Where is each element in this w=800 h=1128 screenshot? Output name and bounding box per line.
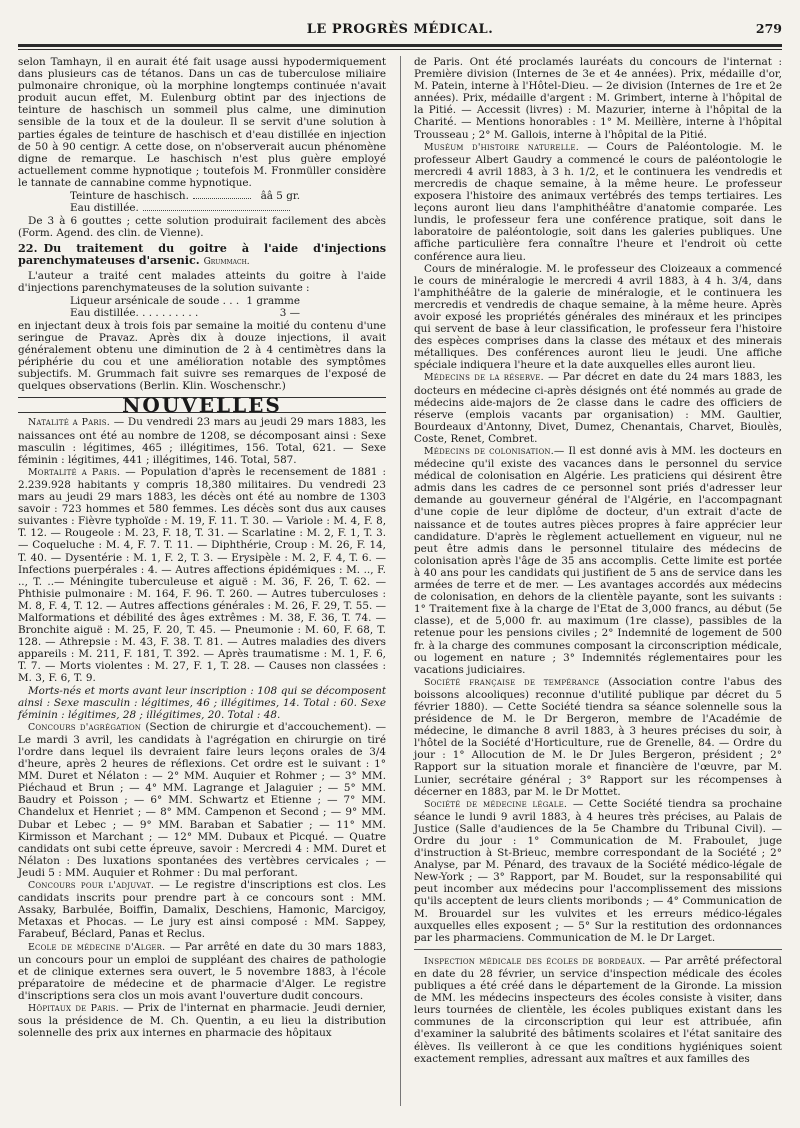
formula-line: Eau distillée. . . . . . . . . . — [70, 306, 199, 319]
news-heading: Hôpitaux de Paris. — [28, 1002, 119, 1014]
news-text: — Population d'après le recensement de 1881 : 2.239.928 habitants y compris 18,380 militaires. Du vendredi 23 mars au jeudi 29 mars 1883, les décès ont été au nombre de 1303 savoir : 723 hommes et 580 femmes. Les décès sont dus aux causes suivantes : Fièvre typhoïde : M. 19, F. 11. T. 30. — Variole : M. 4, F. 8, T. 12. — Rougeole : M. 23, F. 18, T. 31. — Scarlatine : M. 2, F. 1, T. 3. — Coqueluche : M. 4, F. 7. T. 11. — Diphthérie, Croup : M. 26, F. 14, T. 40. — Dysentérie : M. 1, F. 2, T. 3. — Erysipèle : M. 2, F. 4, T. 6. — Infections puerpérales : 4. — Autres affections épidémiques : M. .., F. .., T. ..— Méningite tuberculeuse et aiguë : M. 36, F. 26, T. 62. — Phthisie pulmonaire : M. 164, F. 96. T. 260. — Autres tuberculoses : M. 8, F. 4, T. 12. — Autres affections générales : M. 26, F. 29, T. 55. — Malformations et débilité des âges extrêmes : M. 38, F. 36, T. 74. — Bronchite aiguë : M. 25, F. 20, T. 45. — Pneumonie : M. 60, F. 68, T. 128. — Athrepsie : M. 43, F. 38. T. 81. — Autres maladies des divers appareils : M. 211, F. 181, T. 392. — Après traumatisme : M. 1, F. 6, T. 7. — Morts violentes : M. 27, F. 1, T. 28. — Causes non classées : M. 3, F. 6, T. 9. — [18, 465, 386, 685]
left-column — [18, 56, 386, 1039]
news-text: — Cette Société tiendra sa prochaine séance le lundi 9 avril 1883, à 4 heures très précises, au Palais de Justice (Salle d'audiences de la 5e Chambre du Tribunal Civil). — Ordre du jour : 1° Communication de M. Fraboulet, juge d'instruction à St-Brieuc, membre correspondant de la Société ; 2° Analyse, par M. Pénard, des travaux de la Société médico-légale de New-York ; — 3° Rapport, par M. Boudet, sur la responsabilité qui peut incomber aux médecins pour l'accomplissement des missions qu'ils acceptent de leurs clients moribonds ; — 4° Communication de M. Brouardel sur les vulvites et les erreurs médico-légales auxquelles elles exposent ; — 5° Sur la restitution des ordonnances par les pharmaciens. Communication de M. le Dr Larget. — [414, 797, 782, 944]
news-text: — Le registre d'inscriptions est clos. Les candidats inscrits pour prendre part à ce concours sont : MM. Assaky, Barbulée, Boiffin, Damalix, Deschiens, Hamonic, Marcigoy, Metaxas et Phocas. — Le jury est ainsi composé : MM. Sappey, Farabeuf, Béclard, Panas et Reclus. — [18, 879, 386, 941]
news-text: — Par arrêté préfectoral en date du 28 février, un service d'inspection médicale des écoles publiques a été créé dans le département de la Gironde. La mission de MM. les médecins inspecteurs des écoles consiste à visiter, dans leurs tournées de clientèle, les écoles publiques existant dans les communes de la circonscription qui leur est attribuée, afin d'examiner la salubrité des bâtiments scolaires et l'état sanitaire des élèves. Ils veilleront à ce que les conditions hygiéniques soient exactement remplies, adressant aux maîtres et aux familles des — [414, 954, 783, 1065]
news-heading: Concours pour l'adjuvat. — [28, 880, 155, 892]
right-column — [414, 56, 782, 1065]
paragraph: de Paris. Ont été proclamés lauréats du concours de l'internat : Première division (Internes de 3e et 4e années). Prix, médaille d'or, M. Patein, interne à l'Hôtel-Dieu. — 2e division (Internes de 1re et 2e années). Prix, médaille d'argent : M. Grimbert, interne à l'hôpital de la Pitié. — Accessit (livres) : M. Mazurier, interne à l'hôpital de la Charité. — Mentions honorables : 1° M. Meillère, interne à l'hôpital Trousseau ; 2° M. Gallois, interne à l'hôpital de la Pitié. — [414, 56, 782, 141]
header-rule-thick — [18, 44, 782, 47]
prescription-formula — [70, 295, 386, 319]
news-heading: Inspection médicale des écoles de bordeaux. — [424, 955, 646, 967]
news-text: (Section de chirurgie et d'accouchement). — Le mardi 3 avril, les candidats à l'agrégation en chirurgie on tiré l'ordre dans lequel ils devraient faire leurs leçons orales de 3/4 d'heure, après 2 heures de réflexions. Cet ordre est le suivant : 1° MM. Duret et Nélaton : — 2° MM. Auquier et Rohmer ; — 3° MM. Piéchaud et Brun ; — 4° MM. Lagrange et Jalaguier ; — 5° MM. Baudry et Poisson ; — 6° MM. Schwartz et Etienne ; — 7° MM. Chandelux et Henriet ; — 8° MM. Campenon et Second ; — 9° MM. Dubar et Lebec ; — 9° MM. Baraban et Sabatier ; — 11° MM. Kirmisson et Marchant ; — 12° MM. Dubaux et Picqué. — Quatre candidats ont subi cette épreuve, savoir : Mercredi 4 : MM. Duret et Nélaton : Des luxations spontanées des vertèbres cervicales ; — Jeudi 5 : MM. Auquier et Rohmer : Du mal perforant. — [18, 720, 386, 879]
column-divider — [400, 56, 401, 1106]
section-number: 22. — [18, 241, 38, 256]
news-heading: Médecins de colonisation. — [424, 446, 554, 457]
news-heading: Natalité a Paris. — [28, 417, 110, 429]
page-number: 279 — [755, 21, 782, 36]
news-text: — Du vendredi 23 mars au jeudi 29 mars 1883, les naissances ont été au nombre de 1208, se décomposant ainsi : Sexe masculin : légitimes, 465 ; illégitimes, 156. Total, 621. — Sexe féminin : légitimes, 441 ; illégitimes, 146. Total, 587. — [18, 416, 386, 466]
news-text: — Par arrêté en date du 30 mars 1883, un concours pour un emploi de suppléant des chaires de pathologie et de clinique externes sera ouvert, le 5 novembre 1883, à l'école préparatoire de médecine et de pharmacie d'Alger. Le registre d'inscriptions sera clos un mois avant l'ouverture dudit concours. — [18, 940, 386, 1002]
paragraph: L'auteur a traité cent malades atteints du goitre à l'aide d'injections parenchymateuses de la solution suivante : — [18, 269, 386, 294]
paragraph: selon Tamhayn, il en aurait été fait usage aussi hypodermiquement dans plusieurs cas de tétanos. Dans un cas de tuberculose miliaire pulmonaire chronique, où la morphine longtemps continuée n'avait produit aucun effet, M. Eulenburg obtint par des injections de teinture de haschisch un sommeil plus calme, une diminution sensible de la toux et de la douleur. Il se servit d'une solution à parties égales de teinture de haschisch et d'eau distillée en injection de 50 à 90 centigr. A cette dose, on n'observerait aucun phénomène digne de remarque. Le haschisch n'est plus guère employé actuellement comme hypnotique ; toutefois M. Fronmüller considère le tannate de cannabine comme hypnotique. — [18, 56, 386, 189]
news-text: (Association contre l'abus des boissons alcooliques) reconnue d'utilité publique par décret du 5 février 1880). — Cette Société tiendra sa séance solennelle sous la présidence de M. le Dr Bergeron, membre de l'Académie de médecine, le dimanche 8 avril 1883, à 3 heures précises du soir, à l'hôtel de la Société d'Horticulture, rue de Grenelle, 84. — Ordre du jour : 1° Allocution de M. le Dr Jules Bergeron, président ; 2° Rapport sur la situation morale et financière de l'œuvre, par M. Lunier, secrétaire général ; 3° Rapport sur les récompenses à décerner en 1883, par M. le Dr Mottet. — [414, 675, 782, 798]
section-author: Grummach. — [203, 257, 250, 268]
header-rule-thin — [18, 49, 782, 50]
news-heading: Médecins de la réserve. — [424, 372, 544, 384]
prescription-formula — [70, 190, 386, 214]
news-heading: Muséum d'histoire naturelle. — [424, 141, 579, 153]
formula-line: Liqueur arsénicale de soude . . . — [70, 294, 240, 307]
news-text: — Prix de l'internat en pharmacie. Jeudi dernier, sous la présidence de M. Ch. Quentin, a eu lieu la distribution solennelle des prix aux internes en pharmacie des hôpitaux — [18, 1001, 386, 1040]
formula-quantity: 3 — — [279, 306, 300, 319]
paragraph: De 3 à 6 gouttes ; cette solution produirait facilement des abcès (Form. Agend. des clin. de Vienne). — [18, 215, 386, 240]
journal-title: LE PROGRÈS MÉDICAL. — [306, 22, 494, 37]
news-heading: Société française de tempérance — [424, 676, 600, 688]
paragraph: en injectant deux à trois fois par semaine la moitié du contenu d'une seringue de Pravaz. Après dix à douze injections, il avait généralement obtenu une diminution de 2 à 4 centimètres dans la périphérie du cou et une amélioration notable des symptômes subjectifs. M. Grummach fait suivre ses remarques de l'exposé de quelques observations (Berlin. Klin. Woschenschr.) — [18, 319, 386, 393]
news-text: — Par décret en date du 24 mars 1883, les docteurs en médecine ci-après désignés ont été nommés au grade de médecins aide-majors de 2e classe dans le cadre des officiers de réserve (emplois vacants par organisation) : MM. Gaultier, Bourdeaux d'Antonny, Divet, Dumez, Chenantais, Charvet, Bioulès, Coste, Renet, Combret. — [414, 371, 783, 445]
section-title: Du traitement du goitre à l'aide d'injections parenchymateuses d'arsenic. — [18, 241, 386, 268]
formula-quantity: 1 gramme — [246, 294, 300, 307]
paragraph: Cours de minéralogie. M. le professeur des Cloizeaux a commencé le cours de minéralogie le mercredi 4 avril 1883, à 4 h. 3/4, dans l'amphithéâtre de la galerie de minéralogie, et le continuera les mercredis et vendredis de chaque semaine, à la même heure. Après avoir exposé les propriétés générales des minéraux et les principes qui servent de base à leur classification, le professeur fera l'histoire des espèces comprises dans la classe des métaux et des minerais métalliques. Des conférences auront lieu le jeudi. Une affiche spéciale indiquera l'heure et la date auxquelles elles auront lieu. — [414, 262, 782, 372]
news-text: — Il est donné avis à MM. les docteurs en médecine qu'il existe des vacances dans le personnel du service médical de colonisation en Algérie. Les praticiens qui désirent être admis dans les cadres de ce personnel sont priés d'adresser leur demande au gouverneur général de l'Algérie, en l'accompagnant d'une copie de leur diplôme de docteur, d'un extrait d'acte de naissance et de toutes autres pièces propres à faire apprécier leur candidature. D'après le règlement actuellement en vigueur, nul ne peut être admis dans le personnel titulaire des médecins de colonisation après l'âge de 35 ans accomplis. Cette limite est portée à 40 ans pour les candidats qui justifient de 5 ans de service dans les armées de terre et de mer. — Les avantages accordés aux médecins de colonisation, en dehors de la clientèle payante, sont les suivants : 1° Traitement fixe à la charge de l'Etat de 3,000 francs, au début (5e classe), et de 5,000 fr. au maximum (1re classe), passibles de la retenue pour les pensions civiles ; 2° Indemnité de logement de 500 fr. à la charge des communes composant la circonscription médicale, ou logement en nature ; 3° Indemnités réglementaires pour les vacations judiciaires. — [414, 445, 782, 676]
formula-line: Teinture de haschisch. — [70, 190, 189, 203]
news-heading: Ecole de médecine d'Alger. — [28, 941, 166, 953]
formula-line: Eau distillée. — [70, 202, 139, 215]
divider — [414, 949, 782, 950]
section-heading — [18, 242, 386, 268]
news-section-title: NOUVELLES — [18, 397, 386, 413]
news-heading: Société de médecine légale. — [424, 798, 568, 810]
news-heading: Mortalité a Paris. — [28, 466, 121, 478]
formula-quantity: ââ 5 gr. — [260, 190, 300, 203]
page-header — [18, 20, 782, 42]
news-heading: Concours d'agrégation — [28, 721, 142, 733]
news-text: — Cours de Paléontologie. M. le professeur Albert Gaudry a commencé le cours de paléontologie le mercredi 4 avril 1883, à 3 h. 1/2, et le continuera les vendredis et mercredis de chaque semaine, à la même heure. Le professeur exposera l'histoire des animaux vertébrés des temps tertiaires. Les leçons auront lieu dans l'amphithéâtre d'anatomie comparée. Les lundis, le professeur fera une conférence pratique, soit dans le laboratoire de paléontologie, soit dans les galeries publiques. Une affiche particulière fera connaître l'heure et l'endroit où cette conférence aura lieu. — [414, 140, 783, 263]
news-text: Morts-nés et morts avant leur inscription : 108 qui se décomposent ainsi : Sexe masculin : légitimes, 46 ; illégitimes, 14. Total : 60. Sexe féminin : légitimes, 28 ; illégitimes, 20. Total : 48. — [18, 684, 386, 721]
